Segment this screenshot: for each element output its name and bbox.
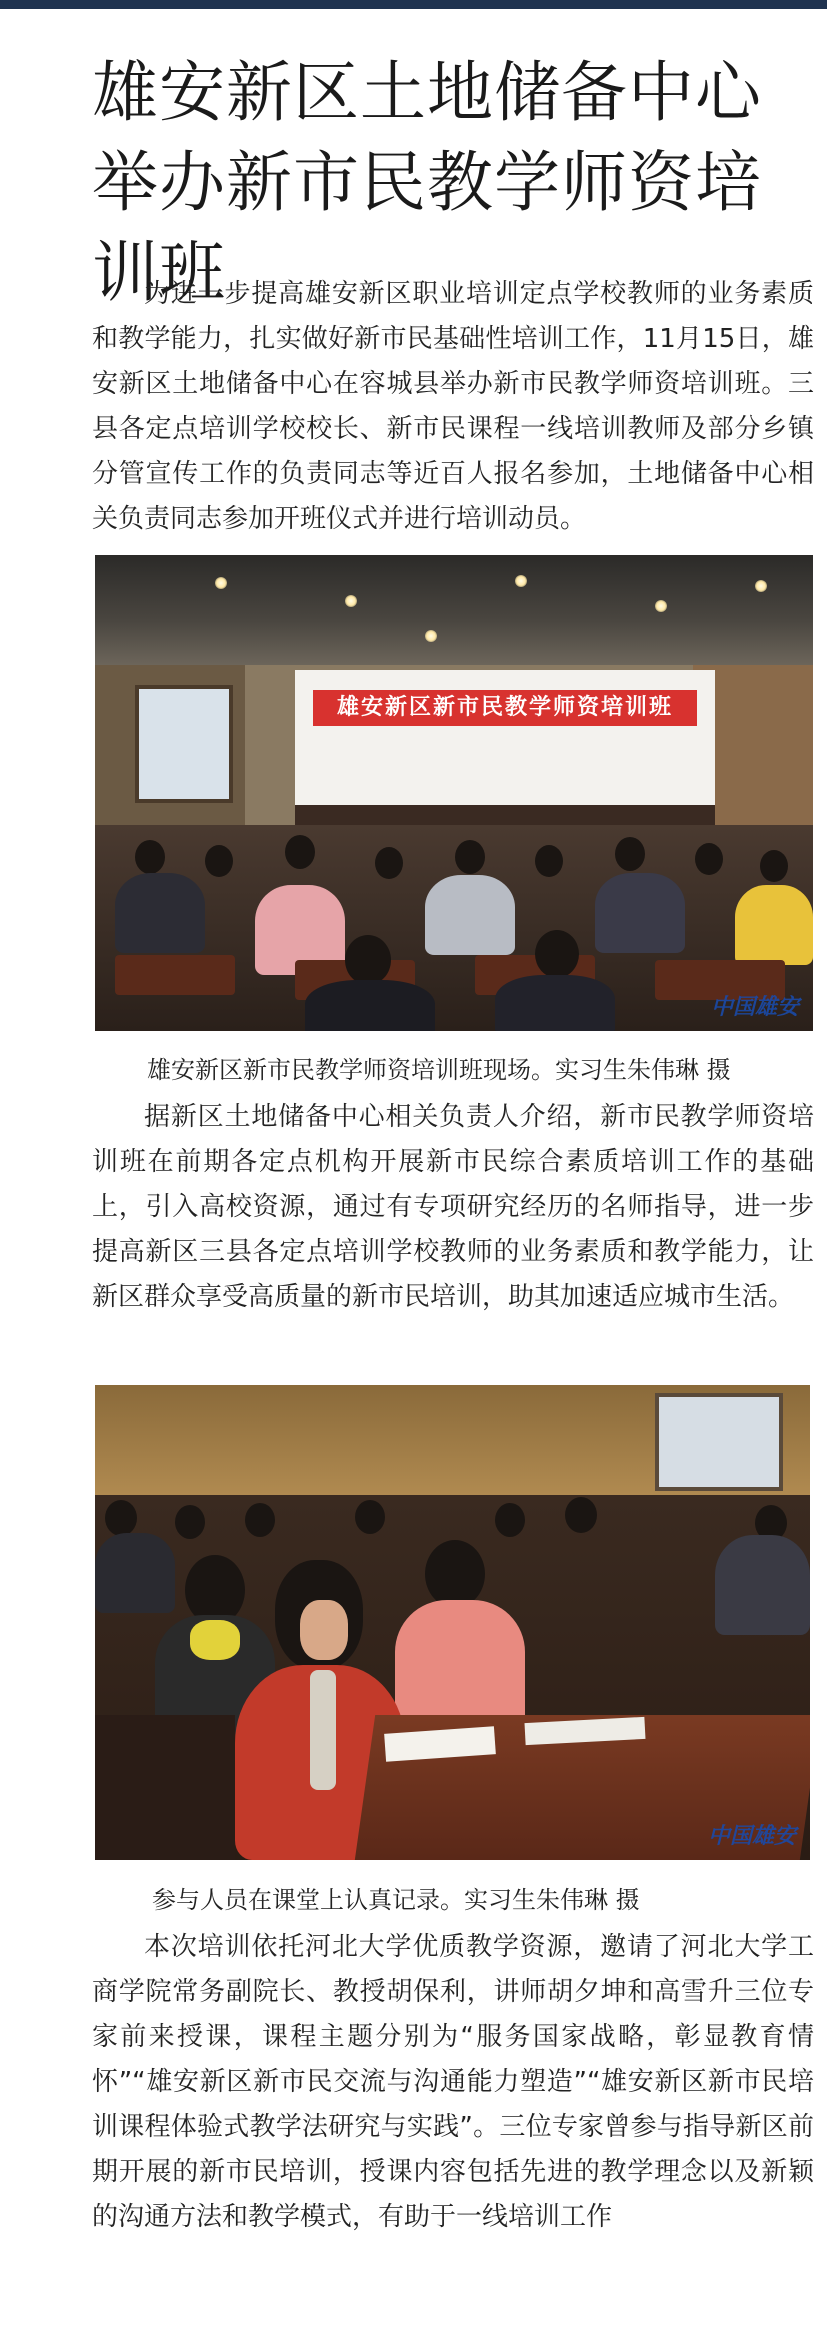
photo2-watermark: 中国雄安: [707, 1823, 796, 1849]
head-table: [295, 805, 715, 827]
chair-back: [95, 1715, 235, 1860]
photo2-caption: 参与人员在课堂上认真记录。实习生朱伟琳 摄: [152, 1886, 640, 1914]
photo1-caption: 雄安新区新市民教学师资培训班现场。实习生朱伟琳 摄: [147, 1056, 731, 1084]
window: [135, 685, 233, 803]
article-paragraph-1: 为进一步提高雄安新区职业培训定点学校教师的业务素质和教学能力，扎实做好新市民基础性培训工作，11月15日，雄安新区土地储备中心在容城县举办新市民教学师资培训班。三县各定点培训学校校长、新市民课程一线培训教师及部分乡镇分管宣传工作的负责同志等近百人报名参加，土地储备中心相关负责同志参加开班仪式并进行培训动员。: [92, 279, 814, 534]
article-paragraph-3: 本次培训依托河北大学优质教学资源，邀请了河北大学工商学院常务副院长、教授胡保利，讲师胡夕坤和高雪升三位专家前来授课，课程主题分别为“服务国家战略，彰显教育情怀”“雄安新区新市民交流与沟通能力塑造”“雄安新区新市民培训课程体验式教学法研究与实践”。三位专家曾参与指导新区前期开展的新市民培训，授课内容包括先进的教学理念以及新颖的沟通方法和教学模式，有助于一线培训工作: [92, 1932, 814, 2232]
article-title: 雄安新区土地储备中心举办新市民教学师资培训班: [92, 54, 762, 311]
article-paragraph-2: 据新区土地储备中心相关负责人介绍，新市民教学师资培训班在前期各定点机构开展新市民综合素质培训工作的基础上，引入高校资源，通过有专项研究经历的名师指导，进一步提高新区三县各定点培训学校教师的业务素质和教学能力，让新区群众享受高质量的新市民培训，助其加速适应城市生活。: [92, 1102, 814, 1312]
photo1-watermark: 中国雄安: [710, 994, 799, 1020]
training-hall-photo: [95, 555, 813, 1031]
ceiling: [95, 555, 813, 665]
top-accent-bar: [0, 0, 827, 9]
stage-banner: 雄安新区新市民教学师资培训班: [313, 690, 697, 726]
participants-photo: [95, 1385, 810, 1860]
window: [655, 1393, 783, 1491]
